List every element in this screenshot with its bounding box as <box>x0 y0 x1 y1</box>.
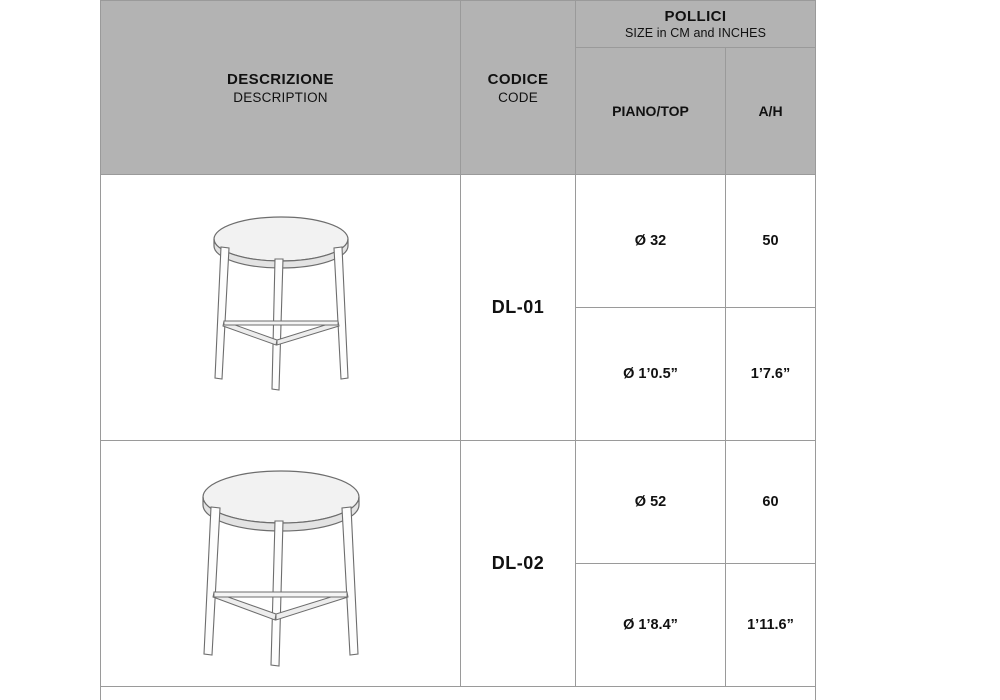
product-image-dl-02 <box>101 441 461 687</box>
dl-02-ah-cm: 60 <box>726 441 816 564</box>
product-code-dl-02: DL-02 <box>461 441 576 687</box>
dl-01-ah-cm: 50 <box>726 175 816 308</box>
round-side-table-large-icon <box>166 449 396 679</box>
table-header-row-top <box>101 1 816 48</box>
dl-01-top-in: Ø 1’0.5” <box>576 308 726 441</box>
round-side-table-small-icon <box>171 193 391 423</box>
specification-table <box>100 0 816 687</box>
header-col-ah: A/H <box>726 48 816 175</box>
header-units <box>576 1 816 48</box>
header-description-en: DESCRIPTION <box>233 89 328 105</box>
header-col-top: PIANO/TOP <box>576 48 726 175</box>
table-row <box>101 175 816 308</box>
header-code-en: CODE <box>498 89 538 105</box>
header-description <box>101 1 461 175</box>
header-description-it: DESCRIZIONE <box>227 70 334 88</box>
product-code-dl-01: DL-01 <box>461 175 576 441</box>
dl-01-top-cm: Ø 32 <box>576 175 726 308</box>
table-row <box>101 441 816 564</box>
header-units-title: POLLICI <box>664 8 727 25</box>
dl-02-top-cm: Ø 52 <box>576 441 726 564</box>
header-units-sub: SIZE in CM and INCHES <box>624 26 767 40</box>
header-code <box>461 1 576 175</box>
dl-02-ah-in: 1’11.6” <box>726 564 816 687</box>
header-code-it: CODICE <box>487 70 549 88</box>
dl-02-top-in: Ø 1’8.4” <box>576 564 726 687</box>
dl-01-ah-in: 1’7.6” <box>726 308 816 441</box>
product-image-dl-01 <box>101 175 461 441</box>
